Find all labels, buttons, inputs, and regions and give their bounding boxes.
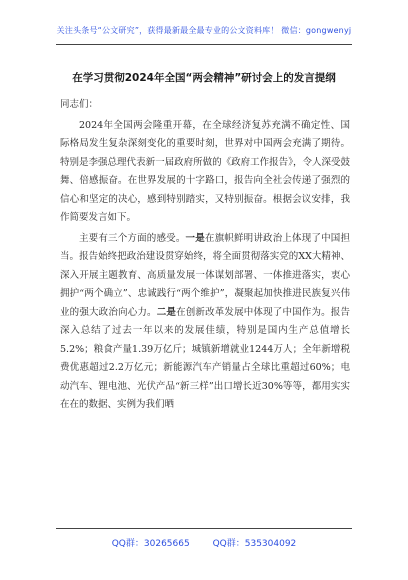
text-segment: 2024年全国两会隆重开幕，在全球经济复苏充满不确定性、国际格局发生复杂深刻变化的重要时刻，世界对中国两会充满了期待。特别是李强总理代表新一届政府所做的《政府工作报告》，令人深受鼓舞、倍感振奋。在世界发展的十字路口，报告向全社会传递了强烈的信心和坚定的决心，感到特别踏实，又特别振奋。根据会议安排，我作简要发言如下。: [60, 119, 350, 223]
paragraph-container: [60, 117, 350, 415]
footer: [0, 536, 408, 549]
bold-segment: 一是: [185, 232, 205, 244]
header-note: 关注头条号“公文研究”，获得最新最全最专业的公文资料库！ 微信：gongwenyj: [56, 26, 352, 35]
paragraph: [60, 117, 350, 228]
document-body: [60, 96, 350, 415]
text-segment: 主要有三个方面的感受。: [79, 232, 186, 244]
document-title: 在学习贯彻2024年全国“两会精神”研讨会上的发言提纲: [72, 72, 336, 84]
footer-qq-group-1: QQ群：30265665: [111, 539, 190, 549]
paragraph: [60, 230, 350, 415]
header-divider: [56, 44, 352, 45]
text-segment: 在旗帜鲜明讲政治上体现了中国担当。报告始终把政治建设贯穿始终，将全面贯彻落实党的XX大精神、深入开展主题教育、高质量发展一体谋划部署、一体推进落实，衷心拥护“两个确立”、忠诚践行“两个维护”，凝聚起加快推进民族复兴伟业的强大政治向心力。: [60, 232, 350, 318]
text-segment: 在创新改革发展中体现了中国作为。报告深入总结了过去一年以来的发展佳绩，特别是国内生产总值增长5.2%；粮食产量1.39万亿斤；城镇新增就业1244万人；全年新增税费优惠超过2.2万亿元；新能源汽车产销量占全球比重超过60%；电动汽车、锂电池、光伏产品“新三样”出口增长近30%等等，都用实实在在的数据、实例为我们晒: [60, 306, 350, 410]
bold-segment: 二是: [156, 306, 177, 318]
footer-divider: [56, 528, 352, 529]
salutation: 同志们：: [60, 99, 99, 110]
footer-qq-group-2: QQ群：535304092: [212, 539, 297, 549]
